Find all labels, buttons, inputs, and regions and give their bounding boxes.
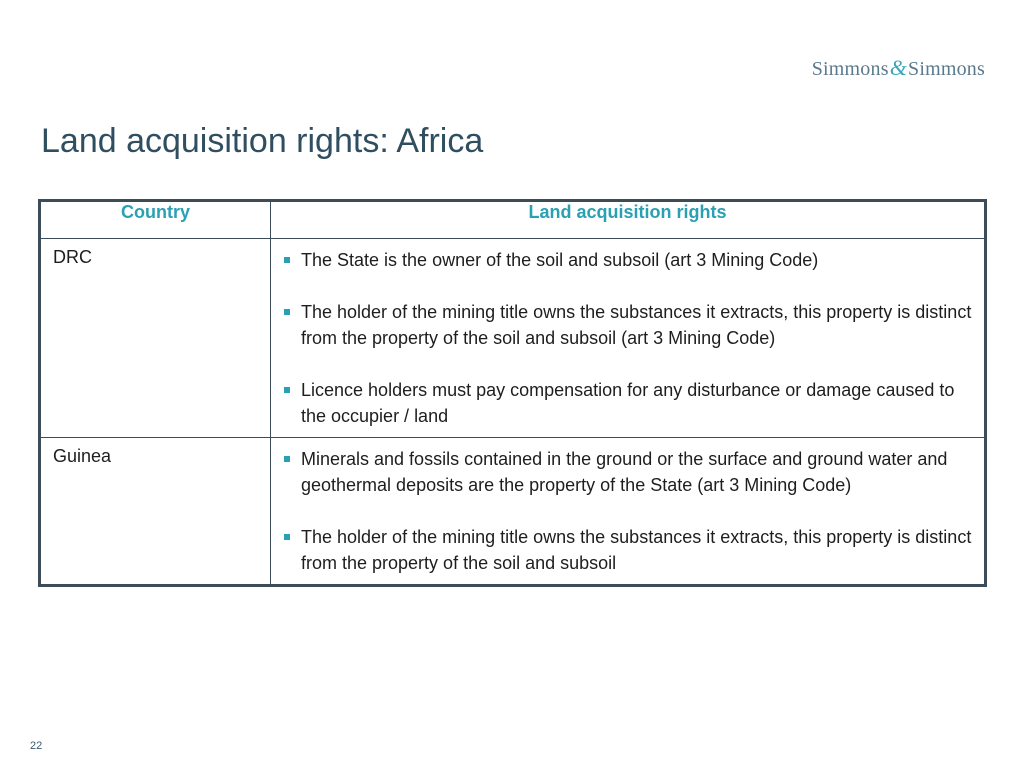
square-bullet-icon xyxy=(284,387,290,393)
land-rights-table xyxy=(38,199,987,587)
list-item-text: The holder of the mining title owns the substances it extracts, this property is distinct from the property of the soil and subsoil xyxy=(301,527,972,573)
list-item-text: Licence holders must pay compensation for any disturbance or damage caused to the occupier / land xyxy=(301,380,955,426)
square-bullet-icon xyxy=(284,309,290,315)
column-header-land-acquisition-rights: Land acquisition rights xyxy=(271,201,986,239)
rights-cell xyxy=(271,438,986,586)
country-cell: Guinea xyxy=(40,438,271,586)
country-cell: DRC xyxy=(40,239,271,438)
square-bullet-icon xyxy=(284,534,290,540)
page-number: 22 xyxy=(30,740,43,752)
table-row xyxy=(40,438,986,586)
list-item xyxy=(283,524,974,576)
list-item xyxy=(283,377,974,429)
list-item xyxy=(283,299,974,351)
simmons-and-simmons-logo xyxy=(812,55,985,81)
rights-list xyxy=(283,446,974,576)
square-bullet-icon xyxy=(284,257,290,263)
logo-text-left: Simmons xyxy=(811,58,889,80)
table-header-row xyxy=(40,201,986,239)
list-item-text: The State is the owner of the soil and subsoil (art 3 Mining Code) xyxy=(301,250,819,270)
logo-text-right: Simmons xyxy=(908,58,985,80)
list-item-text: The holder of the mining title owns the substances it extracts, this property is distinct from the property of the soil and subsoil (art 3 Mining Code) xyxy=(301,302,972,348)
column-header-country: Country xyxy=(40,201,271,239)
logo-ampersand: & xyxy=(889,55,908,80)
table-row xyxy=(40,239,986,438)
slide-title: Land acquisition rights: Africa xyxy=(41,122,484,160)
rights-cell xyxy=(271,239,986,438)
square-bullet-icon xyxy=(284,456,290,462)
rights-list xyxy=(283,247,974,429)
list-item xyxy=(283,247,974,273)
list-item xyxy=(283,446,974,498)
list-item-text: Minerals and fossils contained in the ground or the surface and ground water and geothermal deposits are the property of the State (art 3 Mining Code) xyxy=(301,449,948,495)
